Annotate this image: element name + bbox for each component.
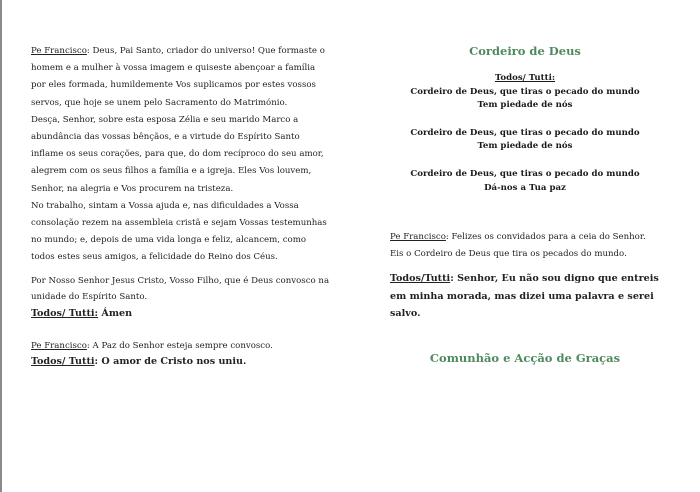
left-page [31, 43, 331, 369]
page-edge [0, 0, 2, 492]
amen-response [31, 306, 331, 321]
response-label: Todos/ Tutti [31, 356, 95, 368]
peace-invocation [31, 338, 331, 355]
stanza-3-line-2: Dá-nos a Tua paz [484, 182, 566, 193]
stanza-2-line-2: Tem piedade de nós [477, 141, 573, 152]
prayer-text-1: : Deus, Pai Santo, criador do universo! Que formaste o homem e a mulher à vossa imagem e quiseste abençoar a família por eles formada, humildemente Vos suplicamos por estes vossos servos, que hoje se unem pelo Sacramento do Matrimónio. [31, 46, 325, 108]
speaker-label: Pe Francisco [31, 340, 87, 351]
todos-label: Todos/ Tutti: [494, 73, 556, 83]
right-page [390, 44, 660, 365]
agnus-dei-chant [390, 72, 660, 195]
communion-response [390, 270, 660, 323]
peace-response [31, 354, 331, 369]
prayer-closing: Por Nosso Senhor Jesus Cristo, Vosso Filho, que é Deus convosco na unidade do Espírito Santo. [31, 275, 330, 303]
stanza-3-line-1: Cordeiro de Deus, que tiras o pecado do mundo [410, 168, 640, 179]
prayer-paragraph [31, 43, 331, 267]
response-label: Todos/Tutti [390, 273, 451, 285]
stanza-1-line-2: Tem piedade de nós [477, 100, 573, 111]
speaker-label: Pe Francisco [390, 232, 446, 243]
response-text: : Senhor, Eu não sou digno que entreis em minha morada, mas dizei uma palavra e serei salvo. [390, 273, 659, 320]
stanza-1-line-1: Cordeiro de Deus, que tiras o pecado do mundo [410, 86, 640, 97]
response-label: Todos/ Tutti: [31, 307, 99, 319]
prayer-text-3: No trabalho, sintam a Vossa ajuda e, nas dificuldades a Vossa consolação rezem na assembleia cristã e sejam Vossas testemunhas no mundo; e, depois de uma vida longa e feliz, alcancem, como todos estes seus amigos, a felicidade do Reino dos Céus. [31, 200, 327, 263]
response-text: Ámen [98, 307, 133, 319]
response-text: : O amor de Cristo nos uniu. [94, 356, 247, 368]
speaker-label: Pe Francisco [31, 46, 87, 56]
invitation-text: : Felizes os convidados para a ceia do Senhor. Eis o Cordeiro de Deus que tira os pecados do mundo. [390, 232, 646, 259]
peace-text: : A Paz do Senhor esteja sempre convosco. [86, 340, 273, 351]
invitation-paragraph [390, 229, 660, 262]
stanza-2-line-1: Cordeiro de Deus, que tiras o pecado do mundo [410, 127, 640, 138]
prayer-text-2: Desça, Senhor, sobre esta esposa Zélia e seu marido Marco a abundância das vossas bênçãos, e a virtude do Espírito Santo inflame os seus corações, para que, do dom recíproco do seu amor, alegrem com os seus filhos a família e a igreja. Eles Vos louvem, Senhor, na alegria e Vos procurem na tristeza. [31, 114, 324, 194]
section-heading-agnus-dei: Cordeiro de Deus [469, 44, 581, 58]
section-heading-communion: Comunhão e Acção de Graças [429, 350, 621, 365]
